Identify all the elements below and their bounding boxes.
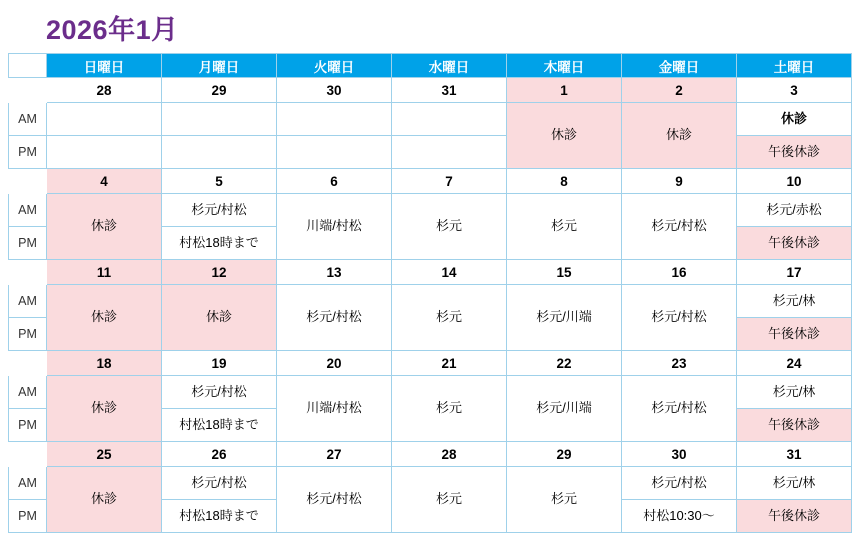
date-cell: 30	[622, 442, 737, 467]
date-cell: 27	[277, 442, 392, 467]
column-header-monday: 月曜日	[162, 54, 277, 78]
schedule-cell-pm: 午後休診	[737, 136, 852, 169]
row-label-am: AM	[9, 376, 47, 409]
date-cell: 21	[392, 351, 507, 376]
date-cell: 18	[47, 351, 162, 376]
date-cell: 10	[737, 169, 852, 194]
date-cell: 20	[277, 351, 392, 376]
date-cell: 24	[737, 351, 852, 376]
date-cell: 26	[162, 442, 277, 467]
schedule-cell-am: 杉元/赤松	[737, 194, 852, 227]
row-label-blank	[9, 351, 47, 376]
schedule-cell-am: 杉元/村松	[162, 467, 277, 500]
schedule-cell-am: 杉元/川端	[507, 285, 622, 351]
date-cell: 5	[162, 169, 277, 194]
schedule-cell-am	[277, 103, 392, 136]
date-cell: 28	[47, 78, 162, 103]
header-corner	[9, 54, 47, 78]
date-cell: 1	[507, 78, 622, 103]
date-cell: 25	[47, 442, 162, 467]
date-cell: 29	[507, 442, 622, 467]
schedule-cell-am: 川端/村松	[277, 194, 392, 260]
schedule-cell-pm	[47, 136, 162, 169]
schedule-cell-pm: 午後休診	[737, 227, 852, 260]
schedule-cell-pm: 村松18時まで	[162, 500, 277, 533]
row-label-blank	[9, 169, 47, 194]
date-cell: 31	[737, 442, 852, 467]
week-am-row	[9, 285, 852, 318]
week-am-row	[9, 194, 852, 227]
date-cell: 12	[162, 260, 277, 285]
schedule-cell-am: 杉元/林	[737, 285, 852, 318]
schedule-cell-pm: 午後休診	[737, 409, 852, 442]
schedule-cell-am: 休診	[737, 103, 852, 136]
schedule-cell-am: 杉元/村松	[622, 285, 737, 351]
schedule-cell-am	[392, 103, 507, 136]
schedule-cell-am: 休診	[47, 285, 162, 351]
schedule-cell-am: 休診	[47, 194, 162, 260]
week-date-row	[9, 169, 852, 194]
week-date-row	[9, 260, 852, 285]
schedule-cell-am: 杉元/村松	[622, 376, 737, 442]
schedule-cell-am: 杉元	[507, 194, 622, 260]
week-date-row	[9, 78, 852, 103]
schedule-table	[8, 53, 852, 533]
schedule-cell-pm: 午後休診	[737, 500, 852, 533]
schedule-cell-am: 杉元	[392, 194, 507, 260]
row-label-pm: PM	[9, 500, 47, 533]
schedule-cell-am: 休診	[507, 103, 622, 169]
week-date-row	[9, 351, 852, 376]
date-cell: 16	[622, 260, 737, 285]
schedule-cell-am: 杉元/林	[737, 376, 852, 409]
week-date-row	[9, 442, 852, 467]
date-cell: 3	[737, 78, 852, 103]
schedule-cell-pm: 村松18時まで	[162, 227, 277, 260]
table-header-row	[9, 54, 852, 78]
table-body	[9, 78, 852, 533]
row-label-am: AM	[9, 103, 47, 136]
date-cell: 13	[277, 260, 392, 285]
row-label-am: AM	[9, 285, 47, 318]
date-cell: 17	[737, 260, 852, 285]
schedule-cell-am: 休診	[622, 103, 737, 169]
date-cell: 30	[277, 78, 392, 103]
row-label-blank	[9, 78, 47, 103]
schedule-cell-pm: 村松18時まで	[162, 409, 277, 442]
date-cell: 4	[47, 169, 162, 194]
schedule-cell-am: 杉元/林	[737, 467, 852, 500]
schedule-cell-am: 杉元/村松	[162, 194, 277, 227]
row-label-pm: PM	[9, 136, 47, 169]
row-label-pm: PM	[9, 227, 47, 260]
row-label-blank	[9, 260, 47, 285]
schedule-cell-pm	[277, 136, 392, 169]
schedule-cell-am: 休診	[47, 467, 162, 533]
date-cell: 19	[162, 351, 277, 376]
schedule-cell-am: 杉元	[392, 285, 507, 351]
date-cell: 28	[392, 442, 507, 467]
schedule-cell-pm	[392, 136, 507, 169]
row-label-pm: PM	[9, 409, 47, 442]
date-cell: 14	[392, 260, 507, 285]
row-label-am: AM	[9, 467, 47, 500]
schedule-cell-am: 杉元/村松	[622, 194, 737, 260]
schedule-cell-am: 杉元/村松	[162, 376, 277, 409]
schedule-cell-am	[162, 103, 277, 136]
date-cell: 11	[47, 260, 162, 285]
row-label-pm: PM	[9, 318, 47, 351]
schedule-cell-am: 川端/村松	[277, 376, 392, 442]
date-cell: 7	[392, 169, 507, 194]
date-cell: 2	[622, 78, 737, 103]
schedule-cell-am: 休診	[162, 285, 277, 351]
schedule-cell-am: 休診	[47, 376, 162, 442]
week-am-row	[9, 467, 852, 500]
schedule-cell-am: 杉元	[392, 376, 507, 442]
schedule-cell-am: 杉元/川端	[507, 376, 622, 442]
week-am-row	[9, 376, 852, 409]
column-header-wednesday: 水曜日	[392, 54, 507, 78]
column-header-saturday: 土曜日	[737, 54, 852, 78]
schedule-cell-pm: 村松10:30〜	[622, 500, 737, 533]
schedule-cell-am	[47, 103, 162, 136]
schedule-cell-pm	[162, 136, 277, 169]
date-cell: 31	[392, 78, 507, 103]
date-cell: 6	[277, 169, 392, 194]
column-header-thursday: 木曜日	[507, 54, 622, 78]
column-header-friday: 金曜日	[622, 54, 737, 78]
schedule-cell-pm: 午後休診	[737, 318, 852, 351]
schedule-cell-am: 杉元/村松	[277, 285, 392, 351]
row-label-am: AM	[9, 194, 47, 227]
date-cell: 29	[162, 78, 277, 103]
column-header-tuesday: 火曜日	[277, 54, 392, 78]
page-title: 2026年1月	[46, 15, 179, 45]
date-cell: 22	[507, 351, 622, 376]
date-cell: 9	[622, 169, 737, 194]
date-cell: 8	[507, 169, 622, 194]
schedule-cell-am: 杉元/村松	[277, 467, 392, 533]
week-am-row	[9, 103, 852, 136]
schedule-cell-am: 杉元	[507, 467, 622, 533]
date-cell: 15	[507, 260, 622, 285]
schedule-cell-am: 杉元	[392, 467, 507, 533]
date-cell: 23	[622, 351, 737, 376]
row-label-blank	[9, 442, 47, 467]
column-header-sunday: 日曜日	[47, 54, 162, 78]
schedule-cell-am: 杉元/村松	[622, 467, 737, 500]
